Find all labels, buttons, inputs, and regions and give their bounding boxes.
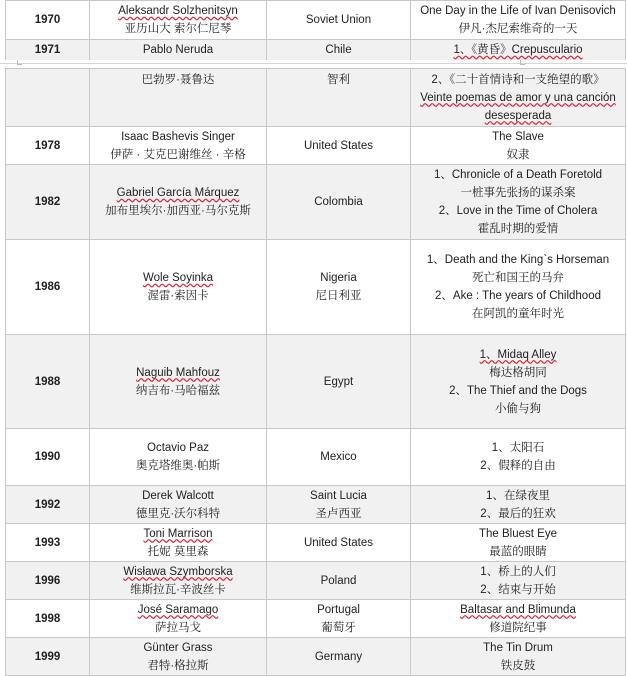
country-zh: 圣卢西亚 — [315, 507, 362, 520]
work-line: 2、结束与开始 — [480, 583, 556, 596]
work-line: 2、The Thief and the Dogs — [449, 384, 587, 397]
author-name-en: José Saramago — [137, 603, 219, 616]
table-row — [6, 638, 626, 676]
author-cell — [90, 562, 267, 600]
author-name-en-text: Naguib Mahfouz — [136, 366, 220, 379]
work-line: 1、Midaq Alley — [479, 348, 557, 361]
country-cell: Germany — [267, 638, 411, 676]
country-en: Saint Lucia — [310, 489, 367, 502]
works-cell — [411, 127, 626, 165]
author-name-en: Derek Walcott — [142, 489, 214, 502]
country-zh: 葡萄牙 — [321, 621, 356, 634]
author-name-zh: 亚历山大 索尔仁尼琴 — [124, 23, 232, 35]
work-line: 1、Chronicle of a Death Foretold — [433, 169, 603, 181]
author-name-zh: 加布里埃尔·加西亚·马尔克斯 — [105, 205, 251, 217]
works-cell — [411, 165, 626, 240]
author-cell — [90, 127, 267, 165]
table-row — [6, 240, 626, 335]
country-cell: United States — [267, 524, 411, 562]
author-cell — [90, 486, 267, 524]
year-cell: 1999 — [6, 638, 90, 676]
author-name-zh: 纳吉布·马哈福兹 — [135, 384, 221, 397]
work-line: 梅达格胡同 — [489, 366, 547, 379]
works-cell — [411, 335, 626, 429]
year-cell — [6, 69, 90, 127]
author-name-en: Aleksandr Solzhenitsyn — [118, 5, 238, 17]
year-cell: 1990 — [6, 429, 90, 486]
author-name-zh: 德里克·沃尔科特 — [135, 507, 221, 520]
works-cell — [411, 486, 626, 524]
year-cell: 1986 — [6, 240, 90, 335]
author-cell — [90, 335, 267, 429]
works-cell — [411, 524, 626, 562]
margin-mark — [520, 60, 525, 65]
table-row — [6, 127, 626, 165]
work-line: 霍乱时期的爱情 — [477, 223, 559, 235]
works-cell — [411, 562, 626, 600]
author-name-en: Isaac Bashevis Singer — [121, 130, 235, 143]
year-cell: 1970 — [6, 1, 90, 40]
country-cell: Mexico — [267, 429, 411, 486]
table-row — [6, 429, 626, 486]
author-cell — [90, 429, 267, 486]
work-line: 小偷与狗 — [495, 402, 541, 415]
work-line: The Tin Drum — [483, 641, 553, 654]
works-cell — [411, 600, 626, 638]
work-line: 2、最后的狂欢 — [480, 507, 556, 520]
nobel-table-part1 — [5, 0, 626, 61]
author-name-zh: 维斯拉瓦·辛波丝卡 — [130, 583, 226, 596]
work-line: 一桩事先张扬的谋杀案 — [460, 187, 576, 199]
year-cell: 1992 — [6, 486, 90, 524]
work-line: The Bluest Eye — [479, 527, 557, 540]
country-cell: Colombia — [267, 165, 411, 240]
country-cell — [267, 600, 411, 638]
table-row — [6, 165, 626, 240]
page-break — [0, 60, 627, 68]
table-row — [6, 524, 626, 562]
work-line: 修道院纪事 — [489, 621, 547, 634]
country-cell — [267, 486, 411, 524]
work-line: 2、《二十首情诗和一支绝望的歌》 — [431, 73, 605, 86]
table-row — [6, 69, 626, 127]
country-cell — [267, 240, 411, 335]
work-line: 铁皮鼓 — [500, 659, 536, 672]
author-name-zh: 渥雷·索因卡 — [147, 290, 209, 302]
author-cell — [90, 69, 267, 127]
work-line: 1、《黄昏》Crepusculario — [453, 44, 583, 56]
year-cell: 1996 — [6, 562, 90, 600]
author-name-en: Wisława Szymborska — [123, 565, 233, 578]
author-cell — [90, 638, 267, 676]
works-cell — [411, 40, 626, 61]
work-line: 奴隶 — [506, 148, 530, 161]
works-cell — [411, 638, 626, 676]
year-cell: 1971 — [6, 40, 90, 61]
author-cell — [90, 165, 267, 240]
country-cell: 智利 — [267, 69, 411, 127]
author-cell — [90, 40, 267, 61]
author-name-en: Octavio Paz — [147, 442, 209, 454]
work-line: 1、在绿夜里 — [486, 489, 550, 502]
author-name-zh: 君特·格拉斯 — [147, 659, 209, 672]
work-line: Baltasar and Blimunda — [460, 603, 576, 616]
year-cell: 1998 — [6, 600, 90, 638]
author-cell — [90, 600, 267, 638]
author-name-en: Gabriel García Márquez — [116, 187, 240, 199]
works-cell — [411, 240, 626, 335]
author-name-zh: 托妮 莫里森 — [147, 545, 209, 558]
table-row — [6, 562, 626, 600]
author-name-en-text: Toni Marrison — [143, 527, 213, 540]
author-name-en — [93, 364, 263, 382]
year-cell: 1988 — [6, 335, 90, 429]
table-row — [6, 486, 626, 524]
work-line: 在阿凯的童年时光 — [472, 308, 564, 320]
year-cell: 1993 — [6, 524, 90, 562]
country-en: Portugal — [317, 603, 360, 616]
works-cell — [411, 429, 626, 486]
work-line: 2、假释的自由 — [480, 460, 556, 472]
page-break-line — [0, 63, 627, 64]
nobel-table-part2 — [5, 68, 626, 676]
year-cell: 1978 — [6, 127, 90, 165]
country-cell: Egypt — [267, 335, 411, 429]
country-en: Nigeria — [320, 272, 357, 284]
works-cell — [411, 69, 626, 127]
country-zh: 尼日利亚 — [315, 290, 362, 302]
work-line: 1、太阳石 — [491, 442, 545, 454]
margin-mark — [17, 60, 22, 65]
author-name-zh: 奥克塔维奥·帕斯 — [135, 460, 221, 472]
author-cell — [90, 524, 267, 562]
author-cell — [90, 1, 267, 40]
work-line: 伊凡·杰尼索维奇的一天 — [458, 23, 578, 35]
work-line: 2、Love in the Time of Cholera — [438, 205, 598, 217]
table-row — [6, 335, 626, 429]
work-line: One Day in the Life of Ivan Denisovich — [420, 5, 616, 17]
author-name-zh: 萨拉马戈 — [155, 621, 201, 634]
works-cell — [411, 1, 626, 40]
author-name-zh: 伊萨 · 艾克巴谢维丝 · 辛格 — [110, 148, 246, 161]
author-cell — [90, 240, 267, 335]
author-name-en: Günter Grass — [143, 641, 213, 654]
work-line: 2、Ake : The years of Childhood — [435, 290, 601, 302]
work-line: 最蓝的眼睛 — [489, 545, 547, 558]
country-cell: Soviet Union — [267, 1, 411, 40]
work-line: 1、桥上的人们 — [480, 565, 556, 578]
table-row — [6, 40, 626, 61]
country-cell: Chile — [267, 40, 411, 61]
year-cell: 1982 — [6, 165, 90, 240]
work-line: Veinte poemas de amor y una canción desesperada — [420, 91, 616, 122]
table-row — [6, 600, 626, 638]
work-line: 1、Death and the King`s Horseman — [426, 254, 610, 266]
work-line: The Slave — [492, 130, 544, 143]
author-name-en — [93, 525, 263, 543]
table-row — [6, 1, 626, 40]
author-name-en: Wole Soyinka — [142, 272, 214, 284]
country-cell: Poland — [267, 562, 411, 600]
country-cell: United States — [267, 127, 411, 165]
author-name-zh: 巴勃罗·聂鲁达 — [141, 74, 215, 86]
work-line: 死亡和国王的马弁 — [472, 272, 564, 284]
author-name-en: Pablo Neruda — [142, 44, 214, 56]
